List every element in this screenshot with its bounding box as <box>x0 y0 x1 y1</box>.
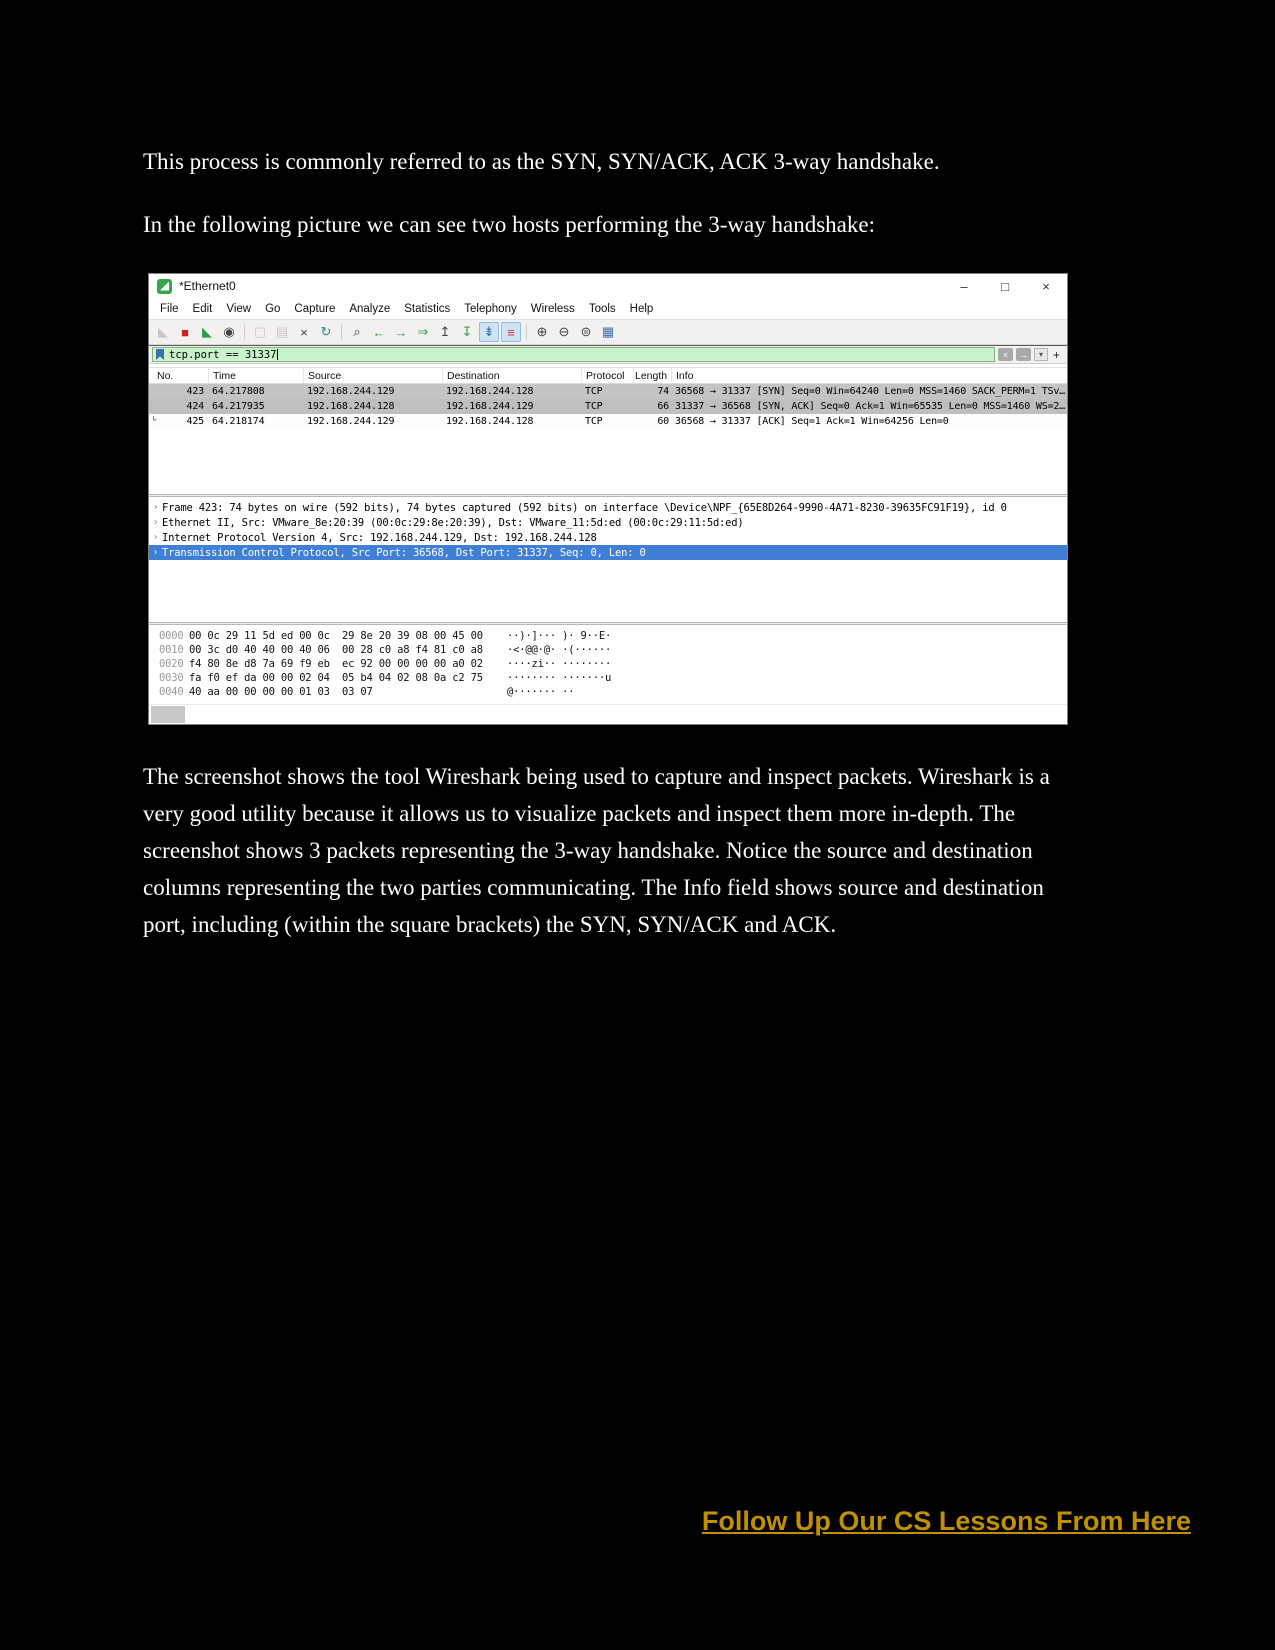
packet-length: 66 <box>657 401 669 413</box>
related-packet-mark: └ <box>151 416 157 427</box>
packet-time: 64.217808 <box>212 386 265 398</box>
packet-destination: 192.168.244.129 <box>446 401 534 413</box>
minimize-button[interactable]: – <box>960 278 968 294</box>
hex-offset: 0030 <box>159 672 184 685</box>
packet-source: 192.168.244.128 <box>307 401 395 413</box>
packet-list <box>149 384 1067 494</box>
apply-filter-button[interactable]: → <box>1016 348 1031 361</box>
go-back-icon[interactable]: ← <box>372 324 386 340</box>
hex-row[interactable] <box>149 685 1067 699</box>
packet-time: 64.218174 <box>212 416 265 428</box>
zoom-in-icon[interactable]: ⊕ <box>536 324 548 340</box>
menu-file[interactable]: File <box>160 302 179 315</box>
main-toolbar <box>149 319 1067 345</box>
hex-row[interactable] <box>149 643 1067 657</box>
detail-row-tcp-selected[interactable] <box>149 545 1067 560</box>
filter-dropdown-button[interactable]: ▾ <box>1034 348 1048 361</box>
hex-bytes: fa f0 ef da 00 00 02 04 05 b4 04 02 08 0a c2 75 <box>189 672 483 685</box>
menu-telephony[interactable]: Telephony <box>464 302 517 315</box>
text-caret <box>277 349 278 360</box>
menu-wireless[interactable]: Wireless <box>530 302 575 315</box>
packet-length: 74 <box>657 386 669 398</box>
packet-source: 192.168.244.129 <box>307 386 395 398</box>
packet-protocol: TCP <box>585 416 603 428</box>
detail-row-ethernet[interactable] <box>149 515 1067 530</box>
hex-offset: 0040 <box>159 686 184 699</box>
start-capture-icon[interactable]: ◣ <box>158 324 168 340</box>
display-filter-input[interactable] <box>152 347 995 362</box>
packet-protocol: TCP <box>585 386 603 398</box>
filter-bar <box>149 345 1067 364</box>
hex-ascii: ········ ·······u <box>507 672 612 685</box>
zoom-out-icon[interactable]: ⊖ <box>558 324 570 340</box>
stop-capture-icon[interactable]: ■ <box>181 324 189 340</box>
clear-filter-button[interactable]: × <box>998 348 1013 361</box>
hex-offset: 0000 <box>159 630 184 643</box>
hex-dump-pane <box>149 625 1067 704</box>
wireshark-logo-icon <box>157 279 172 294</box>
column-protocol[interactable]: Protocol <box>582 368 634 383</box>
status-corner-block <box>151 706 185 723</box>
hex-row[interactable] <box>149 657 1067 671</box>
packet-info: 36568 → 31337 [SYN] Seq=0 Win=64240 Len=0 MSS=1460 SACK_PERM=1 TSv… <box>675 386 1065 398</box>
bookmark-icon[interactable] <box>156 349 164 360</box>
packet-info: 36568 → 31337 [ACK] Seq=1 Ack=1 Win=64256 Len=0 <box>675 416 949 428</box>
hex-bytes: 00 3c d0 40 40 00 40 06 00 28 c0 a8 f4 81 c0 a8 <box>189 644 483 657</box>
column-info[interactable]: Info <box>676 369 694 382</box>
detail-text: Internet Protocol Version 4, Src: 192.168.244.129, Dst: 192.168.244.128 <box>162 531 597 544</box>
hex-row[interactable] <box>149 629 1067 643</box>
toolbar-separator <box>526 324 527 340</box>
hex-ascii: @······· ·· <box>507 686 575 699</box>
open-file-icon[interactable]: ▢ <box>253 324 267 340</box>
wireshark-window <box>148 273 1068 725</box>
status-strip <box>149 704 1067 724</box>
go-last-packet-icon[interactable]: ↧ <box>461 324 473 340</box>
packet-list-header <box>149 367 1067 384</box>
hex-offset: 0020 <box>159 658 184 671</box>
go-first-packet-icon[interactable]: ↥ <box>439 324 451 340</box>
hex-ascii: ·<·@@·@· ·(······ <box>507 644 612 657</box>
packet-source: 192.168.244.129 <box>307 416 395 428</box>
expand-arrow-icon[interactable]: › <box>152 547 159 559</box>
packet-length: 60 <box>657 416 669 428</box>
detail-text: Frame 423: 74 bytes on wire (592 bits), 74 bytes captured (592 bits) on interface \Device\NPF_{65E8D264-9990-4A71-8230-39635FC91F19}, id 0 <box>162 501 1007 514</box>
hex-ascii: ····zi·· ········ <box>507 658 612 671</box>
resize-columns-icon[interactable]: ▦ <box>601 324 615 340</box>
column-destination[interactable]: Destination <box>443 368 582 383</box>
packet-details-pane <box>149 497 1067 622</box>
go-forward-icon[interactable]: → <box>394 324 408 340</box>
column-time[interactable]: Time <box>209 368 304 383</box>
menu-edit[interactable]: Edit <box>192 302 213 315</box>
close-file-icon[interactable]: × <box>300 324 308 340</box>
packet-destination: 192.168.244.128 <box>446 416 534 428</box>
reload-file-icon[interactable]: ↻ <box>320 324 332 340</box>
toolbar-separator <box>341 324 342 340</box>
add-filter-button[interactable]: + <box>1052 347 1060 362</box>
maximize-button[interactable]: □ <box>1001 278 1009 294</box>
column-no[interactable]: No. <box>149 368 209 383</box>
menu-help[interactable]: Help <box>629 302 654 315</box>
expand-arrow-icon[interactable]: › <box>152 517 159 529</box>
auto-scroll-icon[interactable]: ⇟ <box>479 322 499 342</box>
find-packet-icon[interactable]: ⌕ <box>353 324 361 340</box>
packet-protocol: TCP <box>585 401 603 413</box>
expand-arrow-icon[interactable]: › <box>152 502 159 514</box>
detail-text: Transmission Control Protocol, Src Port: 36568, Dst Port: 31337, Seq: 0, Len: 0 <box>162 546 646 559</box>
hex-bytes: f4 80 8e d8 7a 69 f9 eb ec 92 00 00 00 00 a0 02 <box>189 658 483 671</box>
detail-text: Ethernet II, Src: VMware_8e:20:39 (00:0c:29:8e:20:39), Dst: VMware_11:5d:ed (00:0c:29:11:5d:ed) <box>162 516 744 529</box>
toolbar-separator <box>244 324 245 340</box>
packet-info: 31337 → 36568 [SYN, ACK] Seq=0 Ack=1 Win=65535 Len=0 MSS=1460 WS=2… <box>675 401 1065 413</box>
footer-link[interactable]: Follow Up Our CS Lessons From Here <box>701 1506 1191 1536</box>
packet-no: └ 425 <box>151 416 204 428</box>
detail-row-frame[interactable] <box>149 500 1067 515</box>
hex-ascii: ··)·]··· )· 9··E· <box>507 630 612 643</box>
menu-bar <box>149 298 1067 319</box>
packet-row-synack[interactable] <box>149 399 1067 414</box>
save-file-icon[interactable]: ▤ <box>275 324 289 340</box>
window-title: *Ethernet0 <box>179 279 236 294</box>
menu-go[interactable]: Go <box>265 302 281 315</box>
hex-bytes: 40 aa 00 00 00 00 01 03 03 07 <box>189 686 373 699</box>
go-to-packet-icon[interactable]: ⇒ <box>417 324 429 340</box>
menu-statistics[interactable]: Statistics <box>404 302 451 315</box>
paragraph-intro: This process is commonly referred to as the SYN, SYN/ACK, ACK 3-way handshake. <box>143 149 940 174</box>
hex-row[interactable] <box>149 671 1067 685</box>
colorize-icon[interactable]: ≡ <box>501 322 521 342</box>
menu-tools[interactable]: Tools <box>588 302 616 315</box>
packet-time: 64.217935 <box>212 401 265 413</box>
hex-offset: 0010 <box>159 644 184 657</box>
menu-capture[interactable]: Capture <box>294 302 336 315</box>
filter-value: tcp.port == 31337 <box>169 348 277 361</box>
packet-no: 424 <box>186 401 204 413</box>
paragraph-lead-in: In the following picture we can see two hosts performing the 3-way handshake: <box>143 212 875 238</box>
expand-arrow-icon[interactable]: › <box>152 532 159 544</box>
paragraph-description: The screenshot shows the tool Wireshark being used to capture and inspect packets. Wireshark is a very good utility because it allows us to visualize packets and inspect them more in-depth. The screenshot shows 3 packets representing the 3-way handshake. Notice the source and destination columns representing the two parties communicating. The Info field shows source and destination port, including (within the square brackets) the SYN, SYN/ACK and ACK. <box>143 764 1050 938</box>
detail-row-ip[interactable] <box>149 530 1067 545</box>
menu-analyze[interactable]: Analyze <box>349 302 391 315</box>
packet-row-ack[interactable] <box>149 414 1067 429</box>
column-source[interactable]: Source <box>304 368 443 383</box>
zoom-100-icon[interactable]: ⊜ <box>580 324 592 340</box>
restart-capture-icon[interactable]: ◣ <box>202 324 212 340</box>
hex-bytes: 00 0c 29 11 5d ed 00 0c 29 8e 20 39 08 00 45 00 <box>189 630 483 643</box>
column-length[interactable]: Length <box>634 368 672 383</box>
packet-no: 423 <box>186 386 204 398</box>
menu-view[interactable]: View <box>226 302 252 315</box>
title-bar <box>149 274 1067 298</box>
capture-options-icon[interactable]: ◉ <box>223 324 235 340</box>
close-button[interactable]: × <box>1042 278 1050 294</box>
packet-destination: 192.168.244.128 <box>446 386 534 398</box>
packet-row-syn[interactable] <box>149 384 1067 399</box>
